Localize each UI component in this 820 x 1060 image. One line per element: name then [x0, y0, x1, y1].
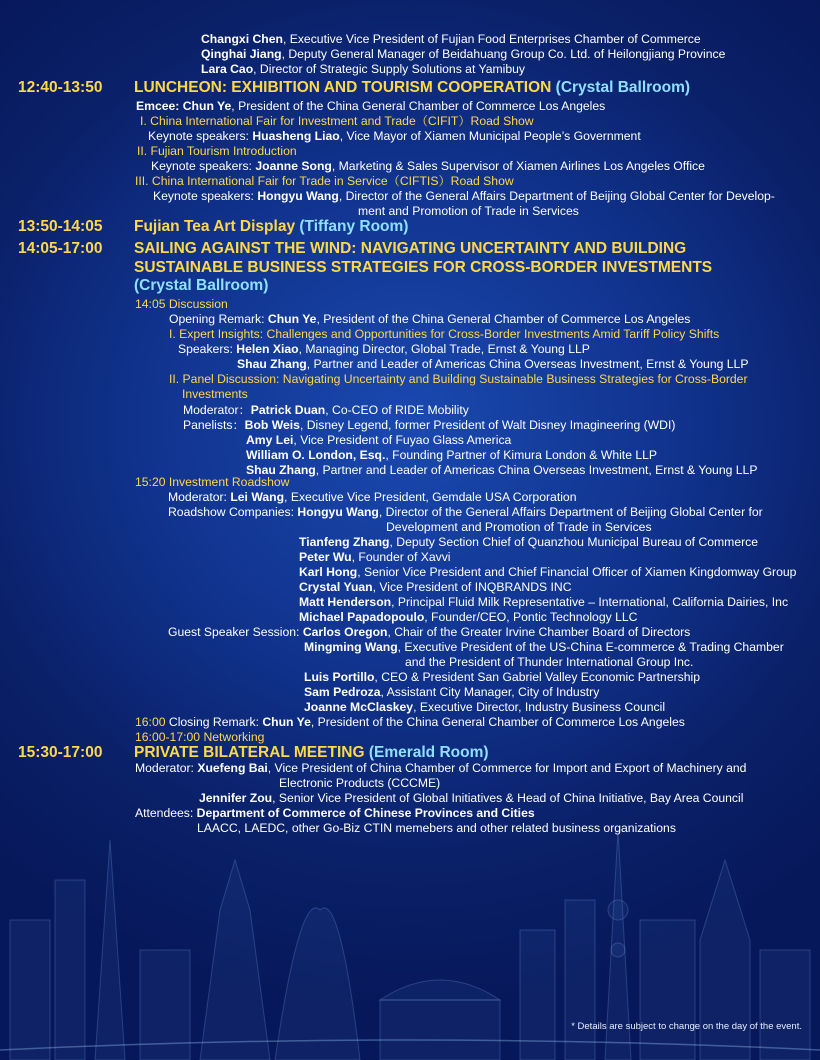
keynote-line: Keynote speakers: Huasheng Liao, Vice Mayor of Xiamen Municipal People’s Government: [148, 129, 641, 143]
session-time: 14:05-17:00: [18, 240, 103, 257]
guest-speaker-line-cont: and the President of Thunder International Group Inc.: [405, 655, 694, 669]
speaker-line: Speakers: Helen Xiao, Managing Director, Global Trade, Ernst & Young LLP: [178, 342, 590, 356]
agenda-item: II. Panel Discussion: Navigating Uncertainty and Building Sustainable Business Strategies for Cross-Border: [169, 372, 748, 386]
speaker-line: Lara Cao, Director of Strategic Supply Solutions at Yamibuy: [201, 62, 526, 76]
session-title: Fujian Tea Art Display (Tiffany Room): [134, 218, 409, 235]
panelist-line: William O. London, Esq., Founding Partner of Kimura London & White LLP: [246, 448, 658, 462]
roadshow-line: Karl Hong, Senior Vice President and Chief Financial Officer of Xiamen Kingdomway Group: [299, 565, 797, 579]
roadshow-line: Michael Papadopoulo, Founder/CEO, Pontic Technology LLC: [299, 610, 638, 624]
guest-speaker-line: Mingming Wang, Executive President of the US-China E-commerce & Trading Chamber: [304, 640, 784, 654]
roadshow-line: Tianfeng Zhang, Deputy Section Chief of Quanzhou Municipal Bureau of Commerce: [299, 535, 759, 549]
agenda-item: I. Expert Insights: Challenges and Opportunities for Cross-Border Investments Amid Tariff Policy Shifts: [169, 327, 720, 341]
sub-session: 15:20 Investment Roadshow: [135, 475, 290, 489]
panelist-line: Shau Zhang, Partner and Leader of Americas China Overseas Investment, Ernst & Young LLP: [246, 463, 758, 477]
session-title: LUNCHEON: EXHIBITION AND TOURISM COOPERATION (Crystal Ballroom): [134, 79, 691, 96]
agenda-item-cont: Investments: [182, 387, 248, 401]
attendees-line: Attendees: Department of Commerce of Chinese Provinces and Cities: [135, 806, 535, 820]
speaker-line: Qinghai Jiang, Deputy General Manager of Beidahuang Group Co. Ltd. of Heilongjiang Province: [201, 47, 726, 61]
session-time: 13:50-14:05: [18, 218, 103, 235]
moderator-line: Jennifer Zou, Senior Vice President of Global Initiatives & Head of China Initiative, Bay Area Council: [199, 791, 744, 805]
keynote-line: Keynote speakers: Joanne Song, Marketing & Sales Supervisor of Xiamen Airlines Los Angeles Office: [151, 159, 705, 173]
session-time: 12:40-13:50: [18, 79, 103, 96]
roadshow-line: Crystal Yuan, Vice President of INQBRANDS INC: [299, 580, 572, 594]
guest-speaker-line: Joanne McClaskey, Executive Director, Industry Business Council: [304, 700, 666, 714]
speaker-line: Shau Zhang, Partner and Leader of Americas China Overseas Investment, Ernst & Young LLP: [237, 357, 749, 371]
closing-remark: 16:00 Closing Remark: Chun Ye, President of the China General Chamber of Commerce Los Angeles: [135, 715, 685, 729]
roadshow-line: Peter Wu, Founder of Xavvi: [299, 550, 451, 564]
panelist-line: Amy Lei, Vice President of Fuyao Glass America: [246, 433, 512, 447]
roadshow-line: Matt Henderson, Principal Fluid Milk Representative – International, California Dairies, Inc: [299, 595, 789, 609]
footnote: * Details are subject to change on the day of the event.: [571, 1021, 802, 1032]
guest-speaker-line: Luis Portillo, CEO & President San Gabriel Valley Economic Partnership: [304, 670, 701, 684]
session-venue: (Crystal Ballroom): [134, 277, 269, 294]
session-title: PRIVATE BILATERAL MEETING (Emerald Room): [134, 744, 489, 761]
keynote-line-cont: ment and Promotion of Trade in Services: [358, 204, 579, 218]
agenda-item: II. Fujian Tourism Introduction: [137, 144, 297, 158]
session-title: SUSTAINABLE BUSINESS STRATEGIES FOR CROSS-BORDER INVESTMENTS: [134, 259, 713, 276]
panelist-line: Panelists：Bob Weis, Disney Legend, former President of Walt Disney Imagineering (WDI): [183, 418, 676, 432]
roadshow-line: Roadshow Companies: Hongyu Wang, Director of the General Affairs Department of Beijing Global Center for: [168, 505, 763, 519]
moderator-line: Moderator：Patrick Duan, Co-CEO of RIDE Mobility: [183, 403, 469, 417]
session-title: SAILING AGAINST THE WIND: NAVIGATING UNCERTAINTY AND BUILDING: [134, 240, 687, 257]
session-time: 15:30-17:00: [18, 744, 103, 761]
networking-line: 16:00-17:00 Networking: [135, 730, 265, 744]
guest-speaker-line: Guest Speaker Session: Carlos Oregon, Chair of the Greater Irvine Chamber Board of Directors: [168, 625, 691, 639]
keynote-line: Keynote speakers: Hongyu Wang, Director of the General Affairs Department of Beijing Global Center for Develop-: [153, 189, 775, 203]
agenda-item: I. China International Fair for Investment and Trade（CIFIT）Road Show: [140, 114, 534, 128]
attendees-line-cont: LAACC, LAEDC, other Go-Biz CTIN memebers and other related business organizations: [197, 821, 676, 835]
agenda-item: III. China International Fair for Trade in Service（CIFTIS）Road Show: [135, 174, 514, 188]
moderator-line-cont: Electronic Products (CCCME): [279, 776, 441, 790]
moderator-line: Moderator: Lei Wang, Executive Vice President, Gemdale USA Corporation: [168, 490, 577, 504]
roadshow-line-cont: Development and Promotion of Trade in Services: [386, 520, 652, 534]
moderator-line: Moderator: Xuefeng Bai, Vice President of China Chamber of Commerce for Import and Export of Machinery and: [135, 761, 747, 775]
sub-session: 14:05 Discussion: [135, 297, 228, 311]
opening-remark: Opening Remark: Chun Ye, President of the China General Chamber of Commerce Los Angeles: [169, 312, 691, 326]
speaker-line: Changxi Chen, Executive Vice President of Fujian Food Enterprises Chamber of Commerce: [201, 32, 701, 46]
guest-speaker-line: Sam Pedroza, Assistant City Manager, City of Industry: [304, 685, 600, 699]
emcee-line: Emcee: Chun Ye, President of the China General Chamber of Commerce Los Angeles: [136, 99, 606, 113]
